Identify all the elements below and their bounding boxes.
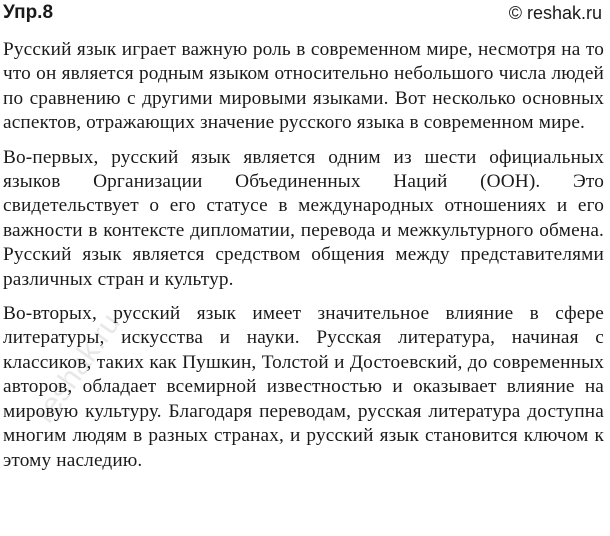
paragraph-3: Во-вторых, русский язык имеет значительное влияние в сфере литературы, искусства и науки. Русская литература, начиная с классиков, таких как Пушкин, Толстой и Достоевский, до современных авторов, обладает всемирной известностью и оказывает влияние на мировую культуру. Благодаря переводам, русская литература доступна многим людям в разных странах, и русский язык становится ключом к этому наследию. [3, 303, 604, 471]
site-credit: © reshak.ru [508, 3, 602, 23]
paragraph-2: Во-первых, русский язык является одним из шести официальных языков Организации Объединенных Наций (ООН). Это свидетельствует о его статусе в международных отношениях и его важности в контексте дипломатии, перевода и межкультурного обмена. Русский язык является средством общения между представителями различных стран и культур. [3, 146, 604, 290]
watermark: reshak.ru [28, 307, 127, 429]
page-header [0, 0, 610, 30]
exercise-title: Упр.8 [3, 2, 54, 23]
paragraph-1: Русский язык играет важную роль в современном мире, несмотря на то что он является родным языком относительно небольшого числа людей по сравнению с другими мировыми языками. Вот несколько основных аспектов, отражающих значение русского языка в современном мире. [3, 39, 604, 134]
text-body [3, 38, 604, 483]
